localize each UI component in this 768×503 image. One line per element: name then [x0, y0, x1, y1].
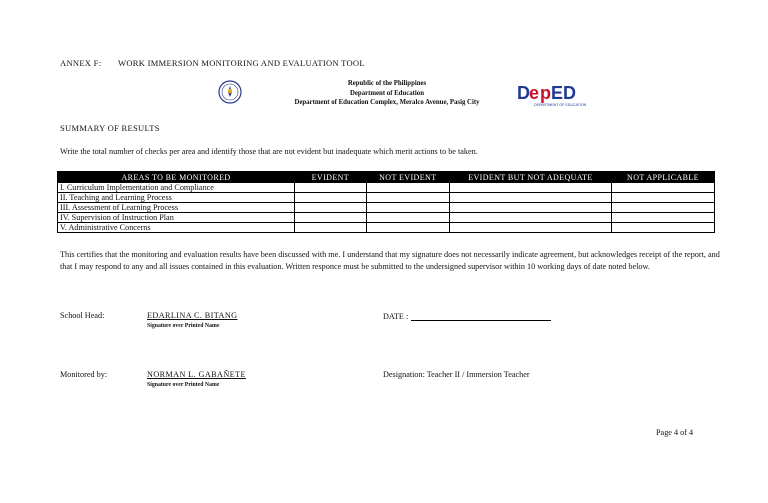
svg-text:D: D	[517, 83, 530, 103]
date-field	[383, 311, 551, 321]
svg-text:DEPARTMENT OF EDUCATION: DEPARTMENT OF EDUCATION	[534, 103, 587, 107]
evident-cell[interactable]	[295, 223, 367, 233]
monitored-by-label: Monitored by:	[60, 370, 108, 379]
area-label: V. Administrative Concerns	[58, 223, 295, 233]
evident-not-adequate-cell[interactable]	[449, 193, 611, 203]
evident-cell[interactable]	[295, 183, 367, 193]
table-header-row	[58, 172, 715, 183]
table-row	[58, 183, 715, 193]
letterhead	[262, 79, 512, 108]
header-not-evident: NOT EVIDENT	[366, 172, 449, 183]
svg-text:e: e	[529, 83, 540, 103]
svg-text:ED: ED	[551, 83, 577, 103]
evident-cell[interactable]	[295, 203, 367, 213]
letterhead-line-2: Department of Education	[349, 89, 424, 97]
area-label: IV. Supervision of Instruction Plan	[58, 213, 295, 223]
not-applicable-cell[interactable]	[611, 203, 714, 213]
table-row	[58, 223, 715, 233]
monitored-by-signature-caption: Signature over Printed Name	[147, 382, 220, 388]
school-head-name: EDARLINA C. BITANG	[147, 311, 238, 320]
not-applicable-cell[interactable]	[611, 183, 714, 193]
deped-logo	[516, 80, 587, 108]
not-evident-cell[interactable]	[366, 223, 449, 233]
evident-cell[interactable]	[295, 193, 367, 203]
instruction-text: Write the total number of checks per area and identify those that are not evident but inadequate which merit actions to be taken.	[60, 147, 478, 156]
school-head-label: School Head:	[60, 311, 105, 320]
evident-not-adequate-cell[interactable]	[449, 203, 611, 213]
header-evident-not-adequate: EVIDENT BUT NOT ADEQUATE	[449, 172, 611, 183]
summary-heading: SUMMARY OF RESULTS	[60, 123, 160, 133]
header-evident: EVIDENT	[295, 172, 367, 183]
date-label: DATE :	[383, 312, 409, 321]
results-table	[57, 171, 715, 233]
designation-text: Designation: Teacher II / Immersion Teacher	[383, 370, 530, 379]
area-label: III. Assessment of Learning Process	[58, 203, 295, 213]
svg-text:p: p	[540, 83, 551, 103]
area-label: I. Curriculum Implementation and Compliance	[58, 183, 295, 193]
not-applicable-cell[interactable]	[611, 213, 714, 223]
school-head-signature-caption: Signature over Printed Name	[147, 323, 220, 329]
page-number: Page 4 of 4	[656, 428, 694, 437]
not-evident-cell[interactable]	[366, 193, 449, 203]
certification-text: This certifies that the monitoring and evaluation results have been discussed with me. I understand that my signature does not necessarily indicate agreement, but acknowledges receipt of the report, and that I may respond to any and all issues contained in this evaluation. Written responce must be submitted to the undersigned supervisor within 10 working days of date noted below.	[60, 250, 720, 271]
not-evident-cell[interactable]	[366, 213, 449, 223]
not-applicable-cell[interactable]	[611, 193, 714, 203]
table-row	[58, 203, 715, 213]
not-evident-cell[interactable]	[366, 183, 449, 193]
not-applicable-cell[interactable]	[611, 223, 714, 233]
evident-not-adequate-cell[interactable]	[449, 213, 611, 223]
header-areas: AREAS TO BE MONITORED	[58, 172, 295, 183]
deped-seal-icon	[218, 80, 242, 104]
letterhead-line-1: Republic of the Philippines	[347, 80, 427, 87]
annex-heading: WORK IMMERSION MONITORING AND EVALUATION TOOL	[118, 58, 365, 68]
evident-not-adequate-cell[interactable]	[449, 223, 611, 233]
not-evident-cell[interactable]	[366, 203, 449, 213]
table-row	[58, 213, 715, 223]
letterhead-line-3: Department of Education Complex, Meralco Avenue, Pasig City	[294, 99, 480, 106]
evident-cell[interactable]	[295, 213, 367, 223]
area-label: II. Teaching and Learning Process	[58, 193, 295, 203]
header-not-applicable: NOT APPLICABLE	[611, 172, 714, 183]
annex-label: ANNEX F:	[60, 58, 102, 68]
table-row	[58, 193, 715, 203]
evident-not-adequate-cell[interactable]	[449, 183, 611, 193]
monitored-by-name: NORMAN L. GABAÑETE	[147, 370, 246, 379]
date-input-line[interactable]	[411, 311, 551, 321]
annex-title	[60, 58, 365, 68]
